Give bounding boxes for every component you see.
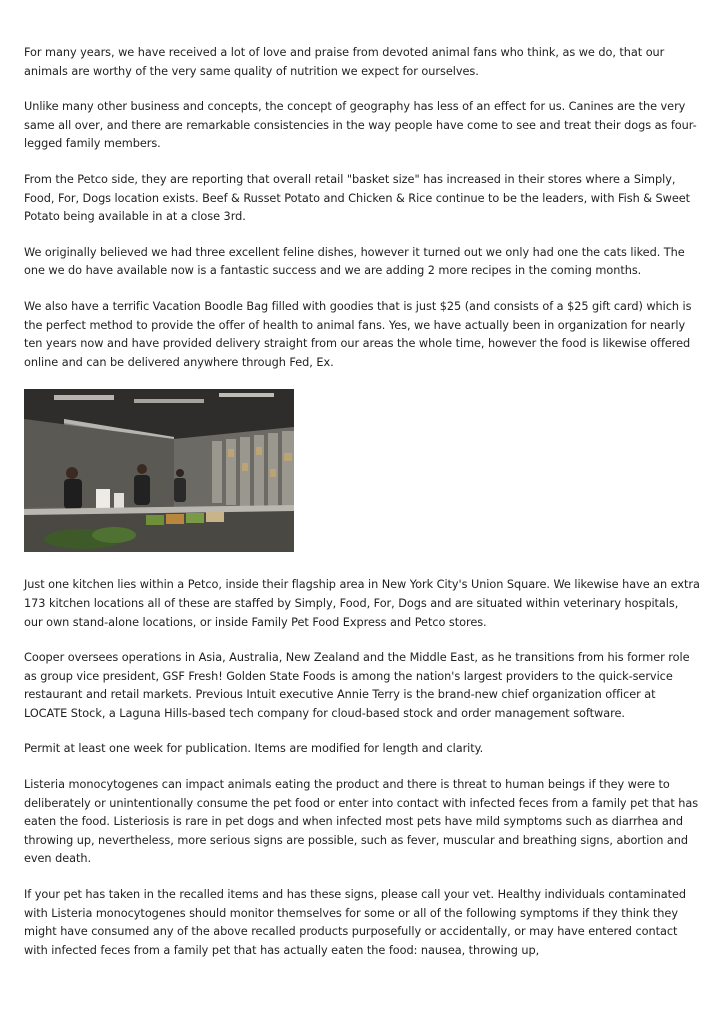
paragraph: Permit at least one week for publication. Items are modified for length and clarity.	[24, 742, 484, 756]
article-body	[24, 44, 700, 977]
paragraph: Unlike many other business and concepts, the concept of geography has less of an effect for us. Canines are the very same all over, and there are remarkable consistencies in the way people have come to see and treat their dogs as four-legged family members.	[24, 100, 697, 151]
paragraph: We also have a terrific Vacation Boodle Bag filled with goodies that is just $25 (and consists of a $25 gift card) which is the perfect method to provide the offer of health to animal fans. Yes, we have actually been in organization for nearly ten years now and have provided delivery straight from our areas the whole time, however the food is likewise offered online and can be delivered anywhere through Fed, Ex.	[24, 299, 692, 369]
paragraph: Cooper oversees operations in Asia, Australia, New Zealand and the Middle East, as he transitions from his former role as group vice president, GSF Fresh! Golden State Foods is among the nation's largest providers to the quick-service restaurant and retail markets. Previous Intuit executive Annie Terry is the brand-new chief organization officer at LOCATE Stock, a Laguna Hills-based tech company for cloud-based stock and order management software.	[24, 651, 690, 720]
kitchen-photo	[24, 389, 294, 552]
paragraph: From the Petco side, they are reporting that overall retail "basket size" has increased in their stores where a Simply, Food, For, Dogs location exists. Beef & Russet Potato and Chicken & Rice continue to be the leaders, with Fish & Sweet Potato being available in at a close 3rd.	[24, 172, 691, 224]
paragraph: We originally believed we had three excellent feline dishes, however it turned out we only had one the cats liked. The one we do have available now is a fantastic success and we are adding 2 more recipes in the coming months.	[24, 245, 685, 278]
paragraph: For many years, we have received a lot of love and praise from devoted animal fans who think, as we do, that our animals are worthy of the very same quality of nutrition we expect for ourselves.	[24, 46, 665, 78]
paragraph: Just one kitchen lies within a Petco, inside their flagship area in New York City's Union Square. We likewise have an extra 173 kitchen locations all of these are staffed by Simply, Food, For, Dogs and are situated within veterinary hospitals, our own stand-alone locations, or inside Family Pet Food Express and Petco stores.	[24, 578, 700, 629]
paragraph: If your pet has taken in the recalled items and has these signs, please call your vet. Healthy individuals contaminated with Listeria monocytogenes should monitor themselves for some or all of the following symptoms if they think they might have consumed any of the above recalled products purposefully or accidentally, or may have entered contact with infected feces from a family pet that has actually eaten the food: nausea, throwing up,	[24, 888, 687, 957]
kitchen-photo-illustration	[24, 389, 294, 552]
paragraph: Listeria monocytogenes can impact animals eating the product and there is threat to human beings if they were to deliberately or unintentionally consume the pet food or enter into contact with infected feces from a family pet that has eaten the food. Listeriosis is rare in pet dogs and when infected most pets have mild symptoms such as diarrhea and throwing up, nevertheless, more serious signs are possible, such as fever, muscular and breathing signs, abortion and even death.	[24, 778, 699, 866]
